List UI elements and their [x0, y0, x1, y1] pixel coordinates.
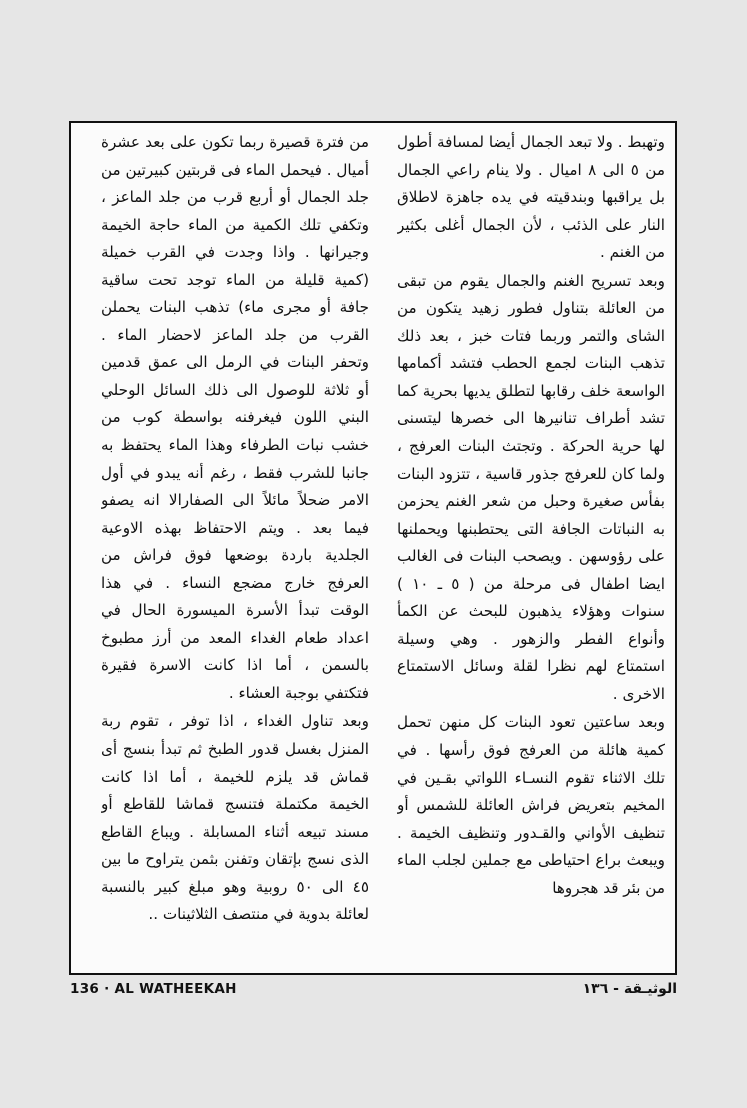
footer-page-number-arabic: الوثيـقة - ١٣٦: [582, 981, 677, 997]
paragraph: من فترة قصيرة ربما تكون على بعد عشرة أميال . فيحمل الماء فى قربتين كبيرتين من جلد الجمال أو أربع قرب من جلد الماعز ، وتكفي تلك الكمية من الماء حاجة الخيمة وجيرانها . واذا وجدت في القرب خميلة (كمية قليلة من الماء توجد تحت ساقية جافة أو مجرى ماء) تذهب البنات يحملن القرب من جلد الماعز لاحضار الماء . وتحفر البنات في الرمل الى عمق قدمين أو ثلاثة للوصول الى ذلك السائل الوحلي البني اللون فيغرفنه بواسطة كوب من خشب نبات الطرفاء وهذا الماء يحتفظ به جانبا للشرب فقط ، رغم أنه يبدو في أول الامر ضحلاً مائلاً الى الصفارالا انه يصفو فيما بعد . ويتم الاحتفاظ بهذه الاوعية الجلدية باردة بوضعها فوق فراش من العرفج خارج مضجع النساء . في هذا الوقت تبدأ الأسرة الميسورة الحال في اعداد طعام الغداء المعد من أرز مطبوخ بالسمن ، أما اذا كانت الاسرة فقيرة فتكتفي بوجبة العشاء .: [101, 133, 369, 702]
footer-page-number-latin: 136 · AL WATHEEKAH: [70, 981, 237, 997]
left-column: [101, 129, 369, 967]
paragraph: وبعد ساعتين تعود البنات كل منهن تحمل كمية هائلة من العرفج فوق رأسها . في تلك الاثناء تقوم النسـاء اللواتي بقـين في المخيم بتعريض فراش العائلة للشمس أو تنظيف الأواني والقـدور وتنظيف الخيمة . ويبعث براع احتياطى مع جملين لجلب الماء من بئر قد هجروها: [397, 713, 665, 897]
paragraph: وبعد تناول الغداء ، اذا توفر ، تقوم ربة المنزل بغسل قدور الطبخ ثم تبدأ بنسج أى قماش قد يلزم للخيمة ، أما اذا كانت الخيمة مكتملة فتنسج قماشا للقاطع أو مسند تبيعه أثناء المسابلة . ويباع القاطع الذى نسج بإتقان وتفنن بثمن يتراوح ما بين ٤٥ الى ٥٠ روبية وهو مبلغ كبير بالنسبة لعائلة بدوية في منتصف الثلاثينات ..: [101, 712, 369, 924]
paragraph: وبعد تسريح الغنم والجمال يقوم من تبقى من العائلة بتناول فطور زهيد يتكون من الشاى والتمر وربما فتات خبز ، بعد ذلك تذهب البنات لجمع الحطب فتشد أكمامها الواسعة خلف رقابها لتطلق يديها بحرية كما تشد أطراف تنانيرها الى خصرها ليتسنى لها حرية الحركة . وتجتث البنات العرفج ، ولما كان للعرفج جذور قاسية ، تتزود البنات بفأس صغيرة وحبل من شعر الغنم يحزمن به النباتات الجافة التى يحتطبنها ويحملنها على رؤوسهن . ويصحب البنات فى الغالب ايضا اطفال فى مرحلة من ( ٥ ـ ١٠ ) سنوات وهؤلاء يذهبون للبحث عن الكمأ وأنواع الفطر والزهور . وهي وسيلة استمتاع لهم نظرا لقلة وسائل الاستمتاع الاخرى .: [397, 271, 665, 703]
page-text-frame: [69, 121, 677, 975]
right-column: [397, 129, 665, 967]
paragraph: وتهبط . ولا تبعد الجمال أيضا لمسافة أطول من ٥ الى ٨ اميال . ولا ينام راعي الجمال بل يراقبها وبندقيته في يده جاهزة لاطلاق النار على الذئب ، لأن الجمال أغلى بكثير من الغنم .: [397, 133, 665, 262]
